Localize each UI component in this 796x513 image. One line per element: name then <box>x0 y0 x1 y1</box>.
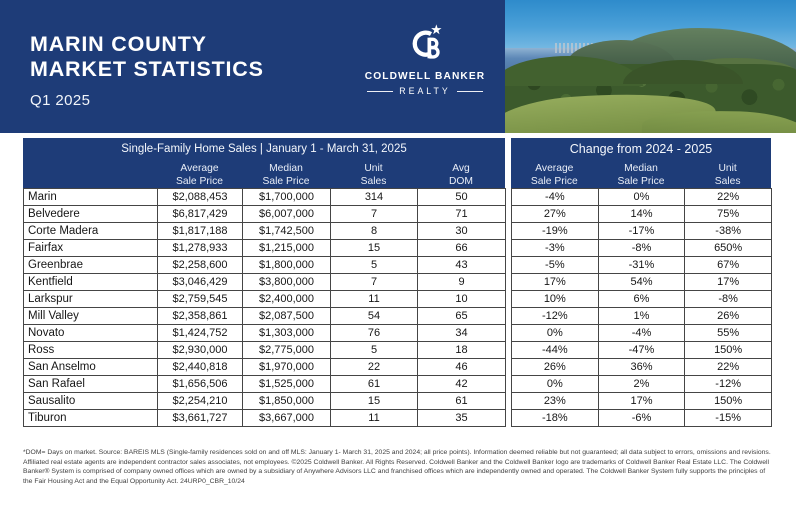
value-cell: -44% <box>512 342 599 359</box>
table-row <box>24 189 506 206</box>
city-cell: Corte Madera <box>24 223 158 240</box>
value-cell: $1,700,000 <box>243 189 331 206</box>
value-cell: -5% <box>512 257 599 274</box>
value-cell: $2,759,545 <box>158 291 243 308</box>
value-cell: $2,087,500 <box>243 308 331 325</box>
sales-column-headers <box>23 161 505 188</box>
value-cell: 15 <box>331 240 418 257</box>
city-cell: Fairfax <box>24 240 158 257</box>
table-row <box>512 393 772 410</box>
value-cell: 17% <box>685 274 772 291</box>
value-cell: $1,278,933 <box>158 240 243 257</box>
value-cell: 14% <box>598 206 685 223</box>
value-cell: $1,303,000 <box>243 325 331 342</box>
value-cell: $2,400,000 <box>243 291 331 308</box>
value-cell: 17% <box>512 274 599 291</box>
value-cell: 5 <box>331 257 418 274</box>
page-title <box>30 32 264 82</box>
value-cell: 71 <box>418 206 506 223</box>
divider-line <box>367 91 393 92</box>
value-cell: 6% <box>598 291 685 308</box>
value-cell: -12% <box>512 308 599 325</box>
value-cell: 55% <box>685 325 772 342</box>
table-row <box>512 223 772 240</box>
value-cell: -8% <box>685 291 772 308</box>
value-cell: 11 <box>331 291 418 308</box>
table-row <box>24 274 506 291</box>
value-cell: $2,088,453 <box>158 189 243 206</box>
table-row <box>512 257 772 274</box>
page-title-line2: MARKET STATISTICS <box>30 56 264 81</box>
value-cell: $1,525,000 <box>243 376 331 393</box>
value-cell: $3,046,429 <box>158 274 243 291</box>
city-cell: San Anselmo <box>24 359 158 376</box>
value-cell: -3% <box>512 240 599 257</box>
table-row <box>24 291 506 308</box>
table-row <box>24 257 506 274</box>
value-cell: 7 <box>331 274 418 291</box>
value-cell: 46 <box>418 359 506 376</box>
value-cell: 42 <box>418 376 506 393</box>
column-header-median-sale-price-change: Median Sale Price <box>617 163 665 187</box>
table-row <box>512 359 772 376</box>
value-cell: $2,258,600 <box>158 257 243 274</box>
value-cell: $1,742,500 <box>243 223 331 240</box>
value-cell: 35 <box>418 410 506 427</box>
table-row <box>512 206 772 223</box>
value-cell: 27% <box>512 206 599 223</box>
change-table-header <box>511 138 771 188</box>
column-header-avg-dom: Avg DOM <box>448 163 474 187</box>
table-row <box>24 308 506 325</box>
column-header-average-sale-price-change: Average Sale Price <box>530 163 578 187</box>
value-cell: -4% <box>512 189 599 206</box>
value-cell: -19% <box>512 223 599 240</box>
city-cell: Mill Valley <box>24 308 158 325</box>
value-cell: -18% <box>512 410 599 427</box>
value-cell: 23% <box>512 393 599 410</box>
value-cell: -17% <box>598 223 685 240</box>
value-cell: 36% <box>598 359 685 376</box>
value-cell: $2,358,861 <box>158 308 243 325</box>
value-cell: -31% <box>598 257 685 274</box>
value-cell: 22% <box>685 189 772 206</box>
sales-table-header <box>23 138 505 188</box>
cb-monogram-icon <box>405 21 445 65</box>
table-row <box>24 359 506 376</box>
value-cell: $3,800,000 <box>243 274 331 291</box>
page-title-line1: MARIN COUNTY <box>30 32 207 56</box>
value-cell: 30 <box>418 223 506 240</box>
sales-table <box>23 138 505 427</box>
value-cell: 9 <box>418 274 506 291</box>
column-header-average-sale-price: Average Sale Price <box>176 163 223 187</box>
table-row <box>512 342 772 359</box>
value-cell: 10% <box>512 291 599 308</box>
value-cell: $6,007,000 <box>243 206 331 223</box>
value-cell: $2,930,000 <box>158 342 243 359</box>
value-cell: 15 <box>331 393 418 410</box>
hero-photo <box>505 0 796 133</box>
sales-table-body <box>24 189 506 427</box>
value-cell: $1,800,000 <box>243 257 331 274</box>
city-cell: Kentfield <box>24 274 158 291</box>
city-cell: Tiburon <box>24 410 158 427</box>
city-cell: Ross <box>24 342 158 359</box>
brand-division: REALTY <box>399 86 451 96</box>
value-cell: -4% <box>598 325 685 342</box>
city-cell: San Rafael <box>24 376 158 393</box>
table-row <box>24 325 506 342</box>
value-cell: $2,254,210 <box>158 393 243 410</box>
column-header-unit-sales-change: Unit Sales <box>714 163 741 187</box>
value-cell: -8% <box>598 240 685 257</box>
value-cell: -47% <box>598 342 685 359</box>
city-cell: Belvedere <box>24 206 158 223</box>
value-cell: 54% <box>598 274 685 291</box>
value-cell: 0% <box>512 325 599 342</box>
change-data-grid <box>511 188 772 427</box>
value-cell: 1% <box>598 308 685 325</box>
value-cell: -15% <box>685 410 772 427</box>
column-header-unit-sales: Unit Sales <box>360 163 387 187</box>
value-cell: 314 <box>331 189 418 206</box>
divider-line <box>457 91 483 92</box>
city-cell: Marin <box>24 189 158 206</box>
table-row <box>24 206 506 223</box>
sales-table-title: Single-Family Home Sales | January 1 - March 31, 2025 <box>121 143 407 155</box>
table-row <box>512 325 772 342</box>
value-cell: 34 <box>418 325 506 342</box>
value-cell: 75% <box>685 206 772 223</box>
value-cell: 5 <box>331 342 418 359</box>
table-row <box>24 342 506 359</box>
value-cell: 50 <box>418 189 506 206</box>
value-cell: 43 <box>418 257 506 274</box>
table-row <box>512 410 772 427</box>
city-cell: Novato <box>24 325 158 342</box>
value-cell: 150% <box>685 342 772 359</box>
table-row <box>24 223 506 240</box>
brand-division-row <box>364 86 486 96</box>
table-row <box>24 376 506 393</box>
value-cell: 54 <box>331 308 418 325</box>
city-cell: Greenbrae <box>24 257 158 274</box>
value-cell: -12% <box>685 376 772 393</box>
value-cell: 61 <box>418 393 506 410</box>
value-cell: 0% <box>598 189 685 206</box>
table-row <box>24 410 506 427</box>
change-table-title: Change from 2024 - 2025 <box>569 142 713 156</box>
table-row <box>512 308 772 325</box>
value-cell: 150% <box>685 393 772 410</box>
value-cell: $6,817,429 <box>158 206 243 223</box>
value-cell: 61 <box>331 376 418 393</box>
header-titles <box>30 32 264 109</box>
value-cell: 76 <box>331 325 418 342</box>
value-cell: 11 <box>331 410 418 427</box>
coldwell-banker-logo <box>364 21 486 96</box>
header-band <box>0 0 796 133</box>
value-cell: $1,656,506 <box>158 376 243 393</box>
value-cell: -38% <box>685 223 772 240</box>
value-cell: 7 <box>331 206 418 223</box>
table-row <box>512 240 772 257</box>
value-cell: $3,661,727 <box>158 410 243 427</box>
column-header-city <box>23 161 157 188</box>
value-cell: $1,215,000 <box>243 240 331 257</box>
value-cell: 26% <box>512 359 599 376</box>
table-row <box>24 393 506 410</box>
value-cell: $2,440,818 <box>158 359 243 376</box>
value-cell: 8 <box>331 223 418 240</box>
value-cell: $1,817,188 <box>158 223 243 240</box>
value-cell: 18 <box>418 342 506 359</box>
value-cell: 22 <box>331 359 418 376</box>
change-column-headers <box>511 161 771 188</box>
value-cell: $1,970,000 <box>243 359 331 376</box>
column-header-median-sale-price: Median Sale Price <box>262 163 310 187</box>
value-cell: -6% <box>598 410 685 427</box>
value-cell: $2,775,000 <box>243 342 331 359</box>
change-table <box>511 138 771 427</box>
value-cell: 650% <box>685 240 772 257</box>
disclaimer-footnote: *DOM= Days on market. Source: BAREIS MLS (Single-family residences sold on and off MLS: January 1- March 31, 2025 and 2024; all price points). Information deemed reliable but not guaranteed; all data subject to errors, omissions and revisions. Affiliated real estate agents are independent contractor sales associates, not employees. ©2025 Coldwell Banker. All Rights Reserved. Coldwell Banker and the Coldwell Banker logo are trademarks of Coldwell Banker Real Estate LLC. The Coldwell Banker® System is comprised of company owned offices which are owned by a subsidiary of Anywhere Advisors LLC and franchised offices which are independently owned and operated. The Coldwell Banker System fully supports the principles of the Fair Housing Act and the Equal Opportunity Act. 24URP0_CBR_10/24 <box>23 449 771 485</box>
city-cell: Sausalito <box>24 393 158 410</box>
value-cell: 26% <box>685 308 772 325</box>
table-row <box>512 291 772 308</box>
value-cell: $1,850,000 <box>243 393 331 410</box>
star-icon <box>431 24 441 34</box>
value-cell: 65 <box>418 308 506 325</box>
table-row <box>512 376 772 393</box>
value-cell: 66 <box>418 240 506 257</box>
value-cell: $1,424,752 <box>158 325 243 342</box>
change-table-body <box>512 189 772 427</box>
city-cell: Larkspur <box>24 291 158 308</box>
table-row <box>512 189 772 206</box>
value-cell: 17% <box>598 393 685 410</box>
value-cell: 10 <box>418 291 506 308</box>
value-cell: $3,667,000 <box>243 410 331 427</box>
table-row <box>24 240 506 257</box>
brand-name: COLDWELL BANKER <box>364 71 486 82</box>
quarter-label: Q1 2025 <box>30 91 91 109</box>
value-cell: 0% <box>512 376 599 393</box>
value-cell: 2% <box>598 376 685 393</box>
value-cell: 22% <box>685 359 772 376</box>
sales-data-grid <box>23 188 506 427</box>
value-cell: 67% <box>685 257 772 274</box>
table-row <box>512 274 772 291</box>
